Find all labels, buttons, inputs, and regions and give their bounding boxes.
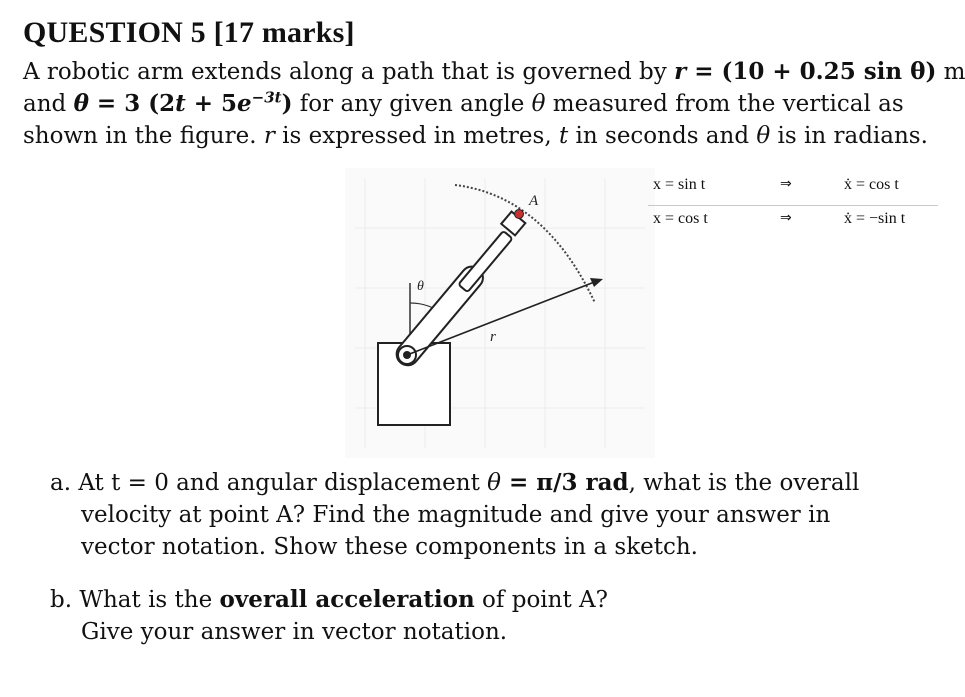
row2-lhs: x = cos t <box>653 210 708 227</box>
question-a-line-1: a. At t = 0 and angular displacement θ = π/3 rad, what is the overall <box>50 469 860 496</box>
question-a-line-2: velocity at point A? Find the magnitude and give your answer in <box>81 502 831 528</box>
derivative-hint-table <box>648 172 938 240</box>
row2-arrow: ⇒ <box>780 210 792 226</box>
question-b <box>50 584 650 648</box>
question-b-marker: b. <box>50 587 73 613</box>
statement-line-2: and θ = 3 $(2t + 5e^{-3t})$ for any given angle θ measured from the vertical as <box>23 88 904 117</box>
question-heading: QUESTION 5 [17 marks] <box>23 16 355 49</box>
question-b-line-2: Give your answer in vector notation. <box>81 619 508 645</box>
robotic-arm-figure <box>345 168 655 458</box>
row1-arrow: ⇒ <box>780 176 792 192</box>
point-a-marker <box>515 210 524 219</box>
problem-statement <box>23 56 965 152</box>
question-a-marker: a. <box>50 470 72 496</box>
row1-lhs: x = sin t <box>653 176 706 193</box>
derivative-row-2 <box>648 206 938 240</box>
question-b-line-1: b. What is the overall acceleration of point A? <box>50 586 608 613</box>
row2-rhs: ẋ = −sin t <box>844 210 906 227</box>
derivative-row-1 <box>648 172 938 206</box>
question-a <box>50 467 860 563</box>
label-a: A <box>529 193 539 209</box>
statement-line-1: A robotic arm extends along a path that is governed by r = (10 + 0.25 sin θ) m <box>23 58 965 85</box>
statement-line-3: shown in the figure. r is expressed in metres, t in seconds and θ is in radians. <box>23 123 928 149</box>
question-a-line-3: vector notation. Show these components in a sketch. <box>81 534 698 560</box>
row1-rhs: ẋ = cos t <box>844 176 899 193</box>
label-r: r <box>490 329 496 345</box>
label-theta: θ <box>417 279 424 294</box>
